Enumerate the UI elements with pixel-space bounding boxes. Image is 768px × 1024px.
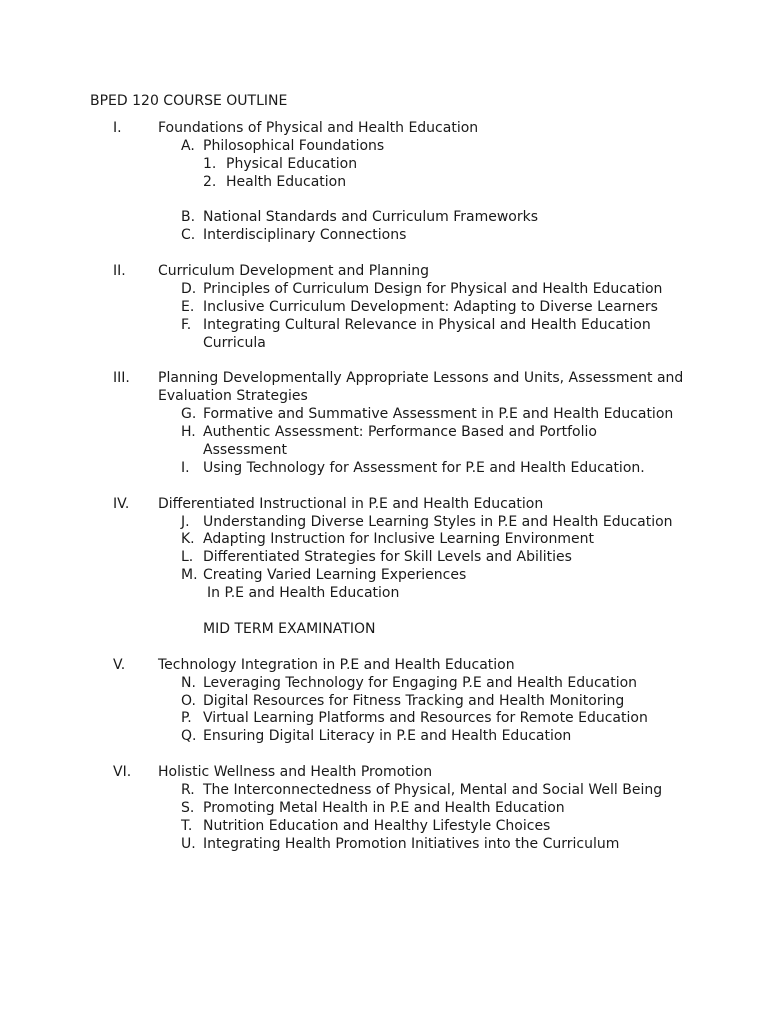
course-outline [0,120,768,854]
section-heading [0,120,768,138]
outline-item [0,460,768,478]
outline-item [0,567,768,585]
item-continuation-text: Curricula [203,334,266,351]
subitem-marker: 2. [203,173,217,190]
outline-item [0,710,768,728]
item-text: Leveraging Technology for Engaging P.E and Health Education [203,674,638,691]
item-text: Authentic Assessment: Performance Based and Portfolio [203,424,597,441]
outline-item [0,836,768,854]
midterm-heading [0,621,768,639]
outline-item [0,531,768,549]
item-text: Creating Varied Learning Experiences [203,567,467,584]
item-text: Philosophical Foundations [203,137,385,154]
spacer [0,245,768,263]
item-marker: P. [181,710,192,727]
item-marker: Q. [181,728,197,745]
item-marker: B. [181,209,196,226]
item-marker: F. [181,316,192,333]
outline-item [0,800,768,818]
item-text: Integrating Health Promotion Initiatives into the Curriculum [203,835,620,852]
item-marker: M. [181,567,198,584]
item-text: National Standards and Curriculum Frameworks [203,209,539,226]
spacer [0,192,768,210]
item-text: Integrating Cultural Relevance in Physical and Health Education [203,316,651,333]
item-marker: C. [181,227,196,244]
section-title: Technology Integration in P.E and Health Education [158,656,515,673]
item-text: Adapting Instruction for Inclusive Learning Environment [203,531,594,548]
item-text: Digital Resources for Fitness Tracking and Health Monitoring [203,692,625,709]
item-marker: T. [181,817,193,834]
subitem-text: Physical Education [226,155,358,172]
midterm-text: MID TERM EXAMINATION [203,620,376,637]
section-heading [0,657,768,675]
item-text: Promoting Metal Health in P.E and Health Education [203,799,565,816]
section-heading [0,370,768,388]
item-continuation [0,442,768,460]
section-heading [0,764,768,782]
section-heading [0,496,768,514]
outline-item [0,728,768,746]
section-title-continuation-text: Evaluation Strategies [158,388,308,405]
outline-subitem [0,156,768,174]
item-marker: G. [181,406,197,423]
item-marker: R. [181,781,195,798]
item-text: Principles of Curriculum Design for Physical and Health Education [203,281,663,298]
item-marker: I. [181,459,190,476]
section-title: Curriculum Development and Planning [158,263,430,280]
section-title: Differentiated Instructional in P.E and Health Education [158,495,544,512]
outline-item [0,406,768,424]
section-numeral: V. [113,656,126,673]
item-text: Inclusive Curriculum Development: Adapting to Diverse Learners [203,298,658,315]
outline-item [0,299,768,317]
item-continuation-text: Assessment [203,442,287,459]
item-marker: A. [181,137,195,154]
item-continuation [0,335,768,353]
item-marker: N. [181,674,196,691]
item-marker: S. [181,799,195,816]
section-numeral: VI. [113,764,132,781]
item-text: Nutrition Education and Healthy Lifestyle Choices [203,817,551,834]
item-marker: O. [181,692,196,709]
section-title-continuation [0,388,768,406]
spacer [0,353,768,371]
outline-item [0,549,768,567]
item-marker: H. [181,424,196,441]
item-marker: D. [181,281,197,298]
section-numeral: IV. [113,495,130,512]
subitem-marker: 1. [203,155,217,172]
item-text: Differentiated Strategies for Skill Levels and Abilities [203,549,572,566]
outline-item [0,227,768,245]
item-text: Using Technology for Assessment for P.E and Health Education. [203,459,645,476]
section-title: Holistic Wellness and Health Promotion [158,764,433,781]
item-text: Understanding Diverse Learning Styles in P.E and Health Education [203,513,673,530]
outline-item [0,514,768,532]
spacer [0,603,768,621]
item-marker: L. [181,549,194,566]
spacer [0,478,768,496]
item-continuation-text: In P.E and Health Education [207,585,400,602]
section-numeral: III. [113,370,130,387]
outline-item [0,675,768,693]
item-text: Interdisciplinary Connections [203,227,407,244]
outline-subitem [0,174,768,192]
section-numeral: I. [113,120,122,136]
item-continuation [0,585,768,603]
item-marker: E. [181,298,195,315]
outline-item [0,317,768,335]
item-text: The Interconnectedness of Physical, Mental and Social Well Being [203,781,663,798]
outline-item [0,281,768,299]
item-text: Formative and Summative Assessment in P.E and Health Education [203,406,674,423]
outline-item [0,424,768,442]
outline-item [0,693,768,711]
section-heading [0,263,768,281]
outline-item [0,782,768,800]
document-title: BPED 120 COURSE OUTLINE [90,93,288,109]
outline-item [0,818,768,836]
outline-item [0,138,768,156]
outline-item [0,209,768,227]
item-marker: K. [181,531,195,548]
section-title: Foundations of Physical and Health Education [158,120,479,136]
section-title: Planning Developmentally Appropriate Lessons and Units, Assessment and [158,370,684,387]
spacer [0,639,768,657]
subitem-text: Health Education [226,173,347,190]
item-text: Ensuring Digital Literacy in P.E and Health Education [203,728,572,745]
item-marker: J. [181,513,190,530]
spacer [0,746,768,764]
item-text: Virtual Learning Platforms and Resources for Remote Education [203,710,648,727]
item-marker: U. [181,835,196,852]
section-numeral: II. [113,263,126,280]
